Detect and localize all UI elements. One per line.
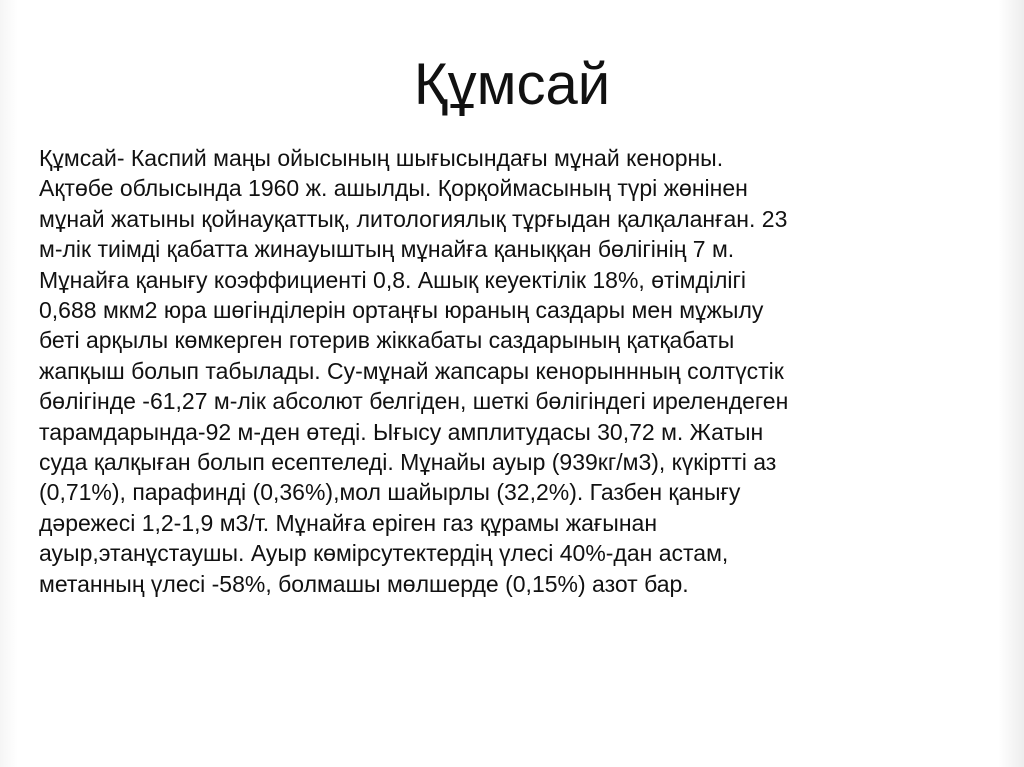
body-line: дәрежесі 1,2-1,9 м3/т. Мұнайға еріген газ құрамы жағынан <box>39 509 658 536</box>
body-line: 0,688 мкм2 юра шөгінділерін ортаңғы юраның саздары мен мұжылу <box>39 297 764 324</box>
body-line: беті арқылы көмкерген готерив жіккабаты саздарының қатқабаты <box>39 327 735 354</box>
body-line: бөлігінде -61,27 м-лік абсолют белгіден, шеткі бөлігіндегі ирелендеген <box>39 388 789 415</box>
body-line: м-лік тиімді қабатта жинауыштың мұнайға қаныққан бөлігінің 7 м. <box>39 236 735 263</box>
body-line: жапқыш болып табылады. Су-мұнай жапсары кенорыннның солтүстік <box>39 357 784 384</box>
body-line: (0,71%), парафинді (0,36%),мол шайырлы (32,2%). Газбен қанығу <box>39 479 741 506</box>
slide-title: Құмсай <box>413 52 611 117</box>
body-line: метанның үлесі -58%, болмашы мөлшерде (0,15%) азот бар. <box>39 570 689 597</box>
body-line: Мұнайға қанығу коэффициенті 0,8. Ашық кеуектілік 18%, өтімділігі <box>39 266 747 293</box>
body-line: Ақтөбе облысында 1960 ж. ашылды. Қорқоймасының түрі жөнінен <box>39 175 748 202</box>
slide-body-text <box>39 143 969 599</box>
body-line: ауыр,этанұстаушы. Ауыр көмірсутектердің үлесі 40%-дан астам, <box>39 540 729 567</box>
body-line: суда қалқыған болып есептеледі. Мұнайы ауыр (939кг/м3), күкіртті аз <box>39 449 777 476</box>
body-line: тарамдарында-92 м-ден өтеді. Ығысу амплитудасы 30,72 м. Жатын <box>39 418 764 445</box>
body-line: мұнай жатыны қойнауқаттық, литологиялық тұрғыдан қалқаланған. 23 <box>39 205 788 232</box>
body-line: Құмсай- Каспий маңы ойысының шығысындағы мұнай кенорны. <box>39 145 724 171</box>
